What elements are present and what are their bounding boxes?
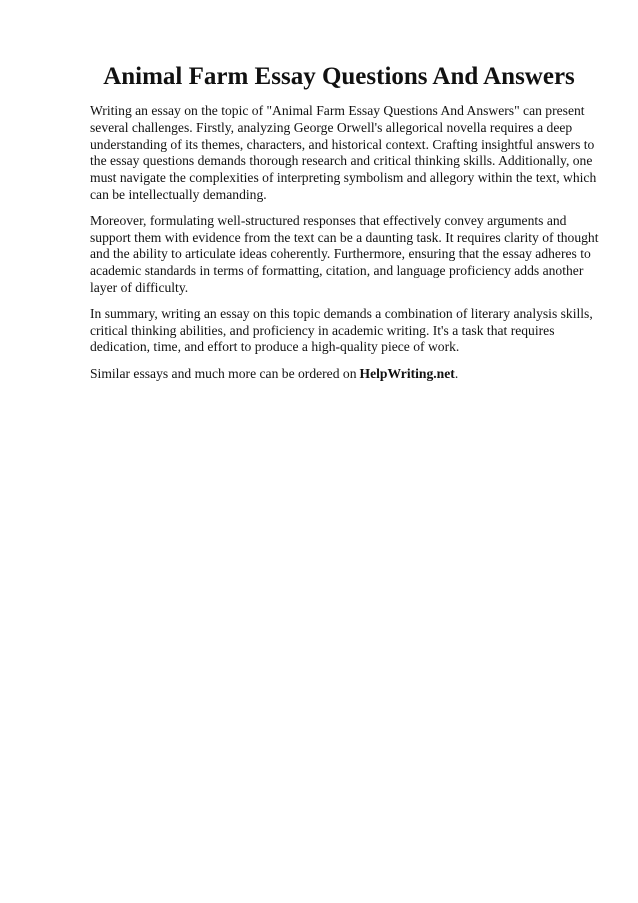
order-line-suffix: . (454, 366, 459, 382)
order-line (90, 365, 602, 383)
paragraph-summary: In summary, writing an essay on this topic demands a combination of literary analysis skills, critical thinking abilities, and proficiency in academic writing. It's a task that requires dedication, time, and effort to produce a high-quality piece of work. (90, 305, 593, 355)
order-line-prefix: Similar essays and much more can be ordered on (90, 366, 357, 382)
document-body (90, 103, 602, 383)
paragraph-challenges: Moreover, formulating well-structured responses that effectively convey arguments and support them with evidence from the text can be a daunting task. It requires clarity of thought and the ability to articulate ideas coherently. Furthermore, ensuring that the essay adheres to academic standards in terms of formatting, citation, and language proficiency adds another layer of difficulty. (90, 212, 599, 295)
document-title: Animal Farm Essay Questions And Answers (103, 63, 575, 90)
paragraph-intro: Writing an essay on the topic of "Animal Farm Essay Questions And Answers" can present several challenges. Firstly, analyzing George Orwell's allegorical novella requires a deep understanding of its themes, characters, and historical context. Crafting insightful answers to the essay questions demands thorough research and critical thinking skills. Additionally, one must navigate the complexities of interpreting symbolism and allegory within the text, which can be intellectually demanding. (90, 103, 597, 202)
helpwriting-link[interactable]: HelpWriting.net (359, 366, 455, 382)
